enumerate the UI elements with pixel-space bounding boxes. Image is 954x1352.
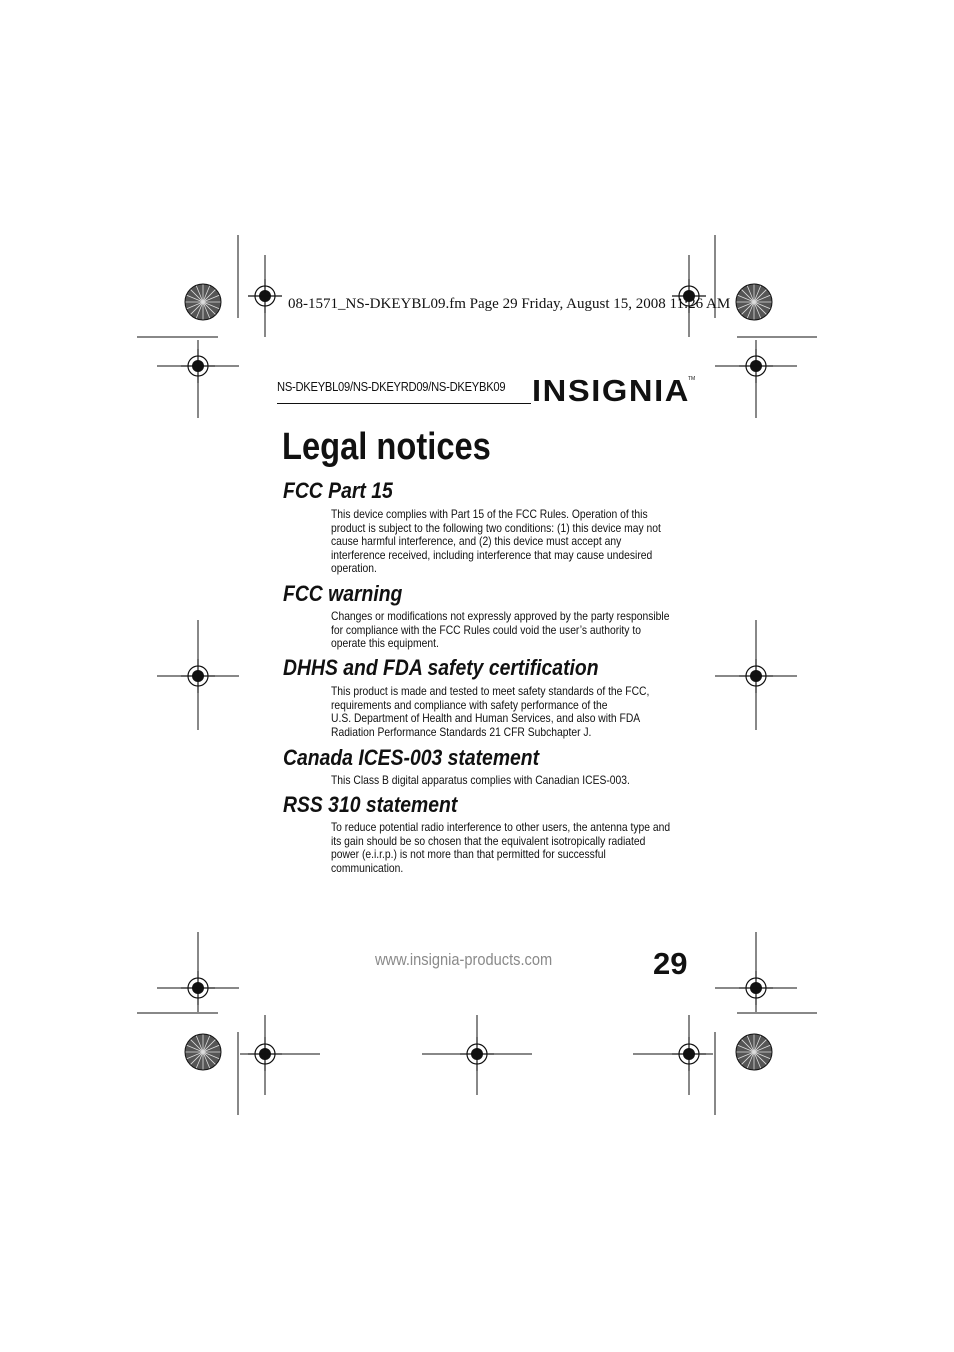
body-line: This product is made and tested to meet safety standards of the FCC, (331, 684, 650, 698)
page-number: 29 (653, 946, 688, 981)
section-heading-dhhs-fda: DHHS and FDA safety certification (283, 655, 599, 680)
body-line: operate this equipment. (331, 636, 439, 651)
header-rule (277, 403, 531, 404)
logo-trademark: TM (688, 376, 696, 382)
section-heading-fcc-warning: FCC warning (283, 581, 403, 606)
body-line: interference received, including interference that may cause undesired (331, 547, 653, 562)
body-line: for compliance with the FCC Rules could void the user’s authority to (331, 622, 641, 637)
section-body-fcc-part-15 (331, 508, 684, 576)
insignia-logo (532, 368, 697, 412)
body-line: requirements and compliance with safety performance of the (331, 697, 608, 712)
section-heading-fcc-part-15: FCC Part 15 (283, 478, 393, 503)
footer-website-url: www.insignia-products.com (375, 950, 553, 969)
body-line: To reduce potential radio interference to other users, the antenna type and (331, 820, 671, 834)
body-line: product is subject to the following two conditions: (1) this device may not (331, 520, 661, 535)
section-body-fcc-warning (331, 610, 684, 651)
model-numbers: NS-DKEYBL09/NS-DKEYRD09/NS-DKEYBK09 (277, 379, 506, 394)
section-heading-rss-310: RSS 310 statement (283, 792, 458, 817)
print-job-header: 08-1571_NS-DKEYBL09.fm Page 29 Friday, August 15, 2008 11:26 AM (288, 296, 731, 312)
body-line: This device complies with Part 15 of the FCC Rules. Operation of this (331, 507, 648, 521)
section-heading-canada-ices: Canada ICES-003 statement (283, 745, 540, 770)
body-line: its gain should be so chosen that the equivalent isotropically radiated (331, 833, 646, 848)
body-line: U.S. Department of Health and Human Services, and also with FDA (331, 711, 641, 726)
body-line: Radiation Performance Standards 21 CFR Subchapter J. (331, 724, 592, 739)
logo-wordmark: INSIGNIA (532, 373, 690, 408)
body-line: cause harmful interference, and (2) this device must accept any (331, 534, 622, 549)
body-line: communication. (331, 860, 404, 875)
section-body-dhhs-fda (331, 685, 684, 739)
body-line: Changes or modifications not expressly approved by the party responsible (331, 609, 670, 623)
section-body-rss-310 (331, 821, 684, 875)
body-line: This Class B digital apparatus complies with Canadian ICES-003. (331, 773, 630, 787)
body-line: power (e.i.r.p.) is not more than that permitted for successful (331, 847, 606, 862)
body-line: operation. (331, 561, 377, 576)
section-body-canada-ices (331, 774, 684, 788)
page-title: Legal notices (282, 426, 491, 468)
